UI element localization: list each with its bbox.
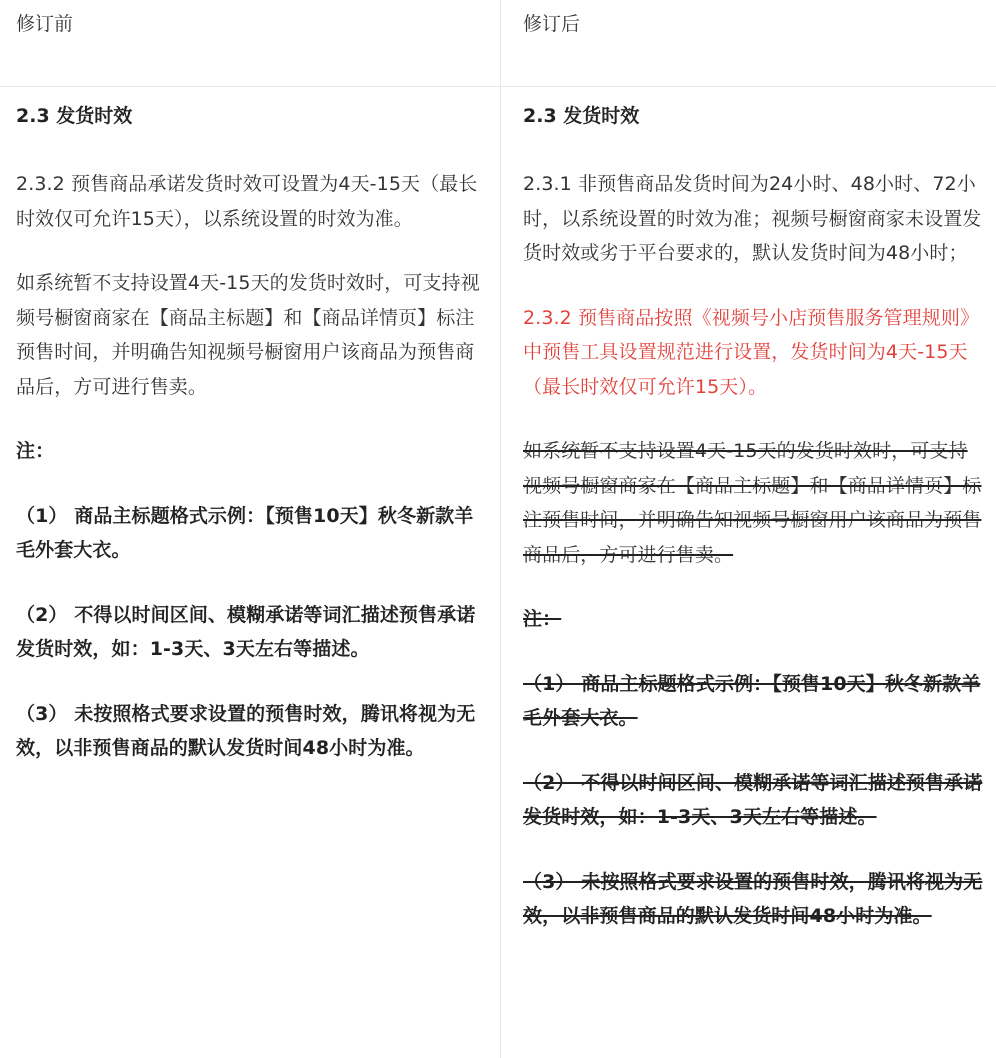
after-deleted-paragraph: 如系统暂不支持设置4天-15天的发货时效时，可支持视频号橱窗商家在【商品主标题】和【商品详情页】标注预售时间，并明确告知视频号橱窗用户该商品为预售商品后，方可进行售卖。 xyxy=(523,440,982,566)
before-note-title: 注： xyxy=(16,440,55,462)
after-column-header xyxy=(500,0,996,87)
before-column-content xyxy=(0,87,500,1058)
before-header-label: 修订前 xyxy=(16,13,74,35)
after-deleted-note-title: 注： xyxy=(523,608,562,630)
before-note-3: （3） 未按照格式要求设置的预售时效，腾讯将视为无效，以非预售商品的默认发货时间48小时为准。 xyxy=(16,702,476,759)
before-paragraph-2: 如系统暂不支持设置4天-15天的发货时效时，可支持视频号橱窗商家在【商品主标题】和【商品详情页】标注预售时间，并明确告知视频号橱窗用户该商品为预售商品后，方可进行售卖。 xyxy=(16,272,480,398)
after-column-content xyxy=(500,87,996,1058)
after-section-title: 2.3 发货时效 xyxy=(523,105,640,127)
after-deleted-note-1: （1） 商品主标题格式示例：【预售10天】秋冬新款羊毛外套大衣。 xyxy=(523,672,981,729)
before-section-title: 2.3 发货时效 xyxy=(16,105,133,127)
after-paragraph-1: 2.3.1 非预售商品发货时间为24小时、48小时、72小时，以系统设置的时效为准；视频号橱窗商家未设置发货时效或劣于平台要求的，默认发货时间为48小时； xyxy=(523,173,982,264)
after-added-paragraph: 2.3.2 预售商品按照《视频号小店预售服务管理规则》中预售工具设置规范进行设置，发货时间为4天-15天（最长时效仅可允许15天）。 xyxy=(523,306,980,398)
before-column-header xyxy=(0,0,500,87)
after-header-label: 修订后 xyxy=(523,13,581,35)
before-note-1: （1） 商品主标题格式示例：【预售10天】秋冬新款羊毛外套大衣。 xyxy=(16,504,474,561)
after-deleted-note-2: （2） 不得以时间区间、模糊承诺等词汇描述预售承诺发货时效，如：1-3天、3天左右等描述。 xyxy=(523,771,983,828)
before-paragraph-1: 2.3.2 预售商品承诺发货时效可设置为4天-15天（最长时效仅可允许15天），以系统设置的时效为准。 xyxy=(16,173,478,230)
before-note-2: （2） 不得以时间区间、模糊承诺等词汇描述预售承诺发货时效，如：1-3天、3天左右等描述。 xyxy=(16,603,476,660)
after-deleted-note-3: （3） 未按照格式要求设置的预售时效，腾讯将视为无效，以非预售商品的默认发货时间48小时为准。 xyxy=(523,870,983,927)
